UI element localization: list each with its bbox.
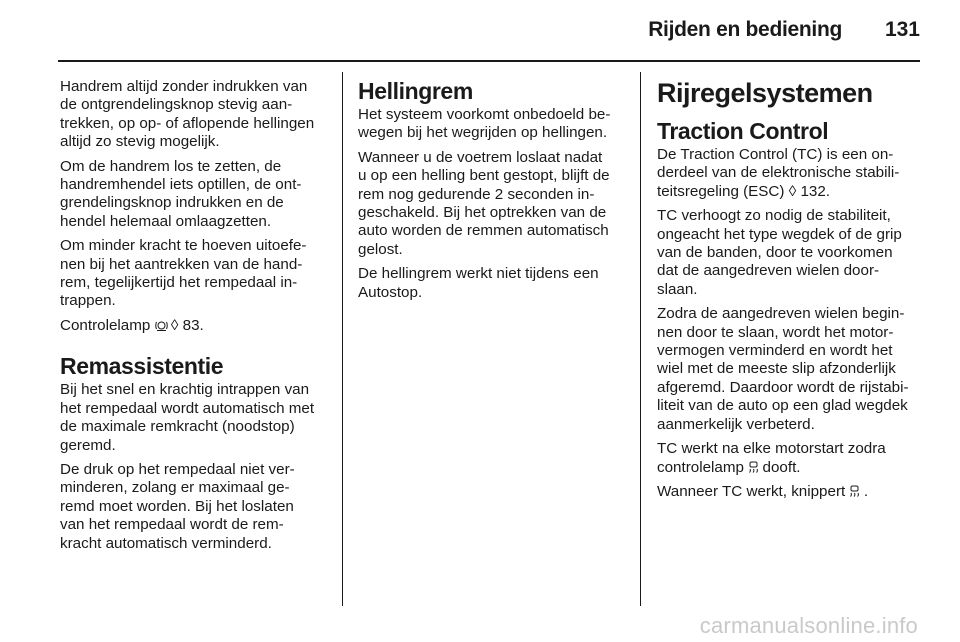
text-line: van het rempedaal wordt de rem- — [60, 516, 284, 534]
page-ref-icon[interactable]: ◊ — [788, 182, 797, 200]
text-line: Om de handrem los te zetten, de — [60, 157, 282, 175]
text-line: van de banden, door te voorkomen — [657, 244, 893, 262]
text-line: Autostop. — [358, 283, 423, 301]
paragraph-brake-assist-2 — [60, 461, 328, 553]
text-line: handremhendel iets optillen, de ont- — [60, 176, 302, 194]
text-line: rem nog gedurende 2 seconden in- — [358, 185, 595, 203]
traction-control-icon — [748, 461, 762, 475]
paragraph-hill-start-3 — [358, 265, 626, 302]
text-line: auto worden de remmen automatisch — [358, 222, 609, 240]
paragraph-tc-intro — [657, 146, 925, 201]
text-line: rem, tegelijkertijd het rempedaal in- — [60, 274, 298, 292]
text-line: wegen bij het wegrijden op hellingen. — [358, 124, 608, 142]
page-ref-link[interactable]: 83. — [182, 316, 204, 334]
tc-lamp-prefix: controlelamp — [657, 458, 744, 476]
text-line: minderen, zolang er maximaal ge- — [60, 479, 290, 497]
text-line: wiel met de meeste slip afzonderlijk — [657, 360, 896, 378]
text-line: geremd. — [60, 436, 116, 454]
traction-control-icon — [849, 485, 863, 499]
paragraph-hill-start-2 — [358, 149, 626, 259]
text-line: Het systeem voorkomt onbedoeld be- — [358, 106, 611, 123]
text-line: het rempedaal wordt automatisch met — [60, 399, 315, 417]
text-line: Zodra de aangedreven wielen begin- — [657, 305, 905, 323]
column-divider-2 — [640, 72, 641, 606]
text-line: de maximale remkracht (noodstop) — [60, 418, 295, 436]
text-line: TC verhoogt zo nodig de stabiliteit, — [657, 207, 891, 225]
paragraph-handbrake-force — [60, 237, 328, 311]
text-line: hendel helemaal omlaagzetten. — [60, 212, 272, 230]
text-line: aanmerkelijk verbeterd. — [657, 415, 815, 433]
page-number: 131 — [884, 18, 920, 41]
tc-flash-prefix: Wanneer TC werkt, knippert — [657, 482, 846, 500]
tc-lamp-suffix: dooft. — [762, 458, 801, 476]
text-line: Wanneer u de voetrem loslaat nadat — [358, 148, 603, 166]
text-line: liteit van de auto op een glad wegdek — [657, 397, 908, 415]
heading-driving-systems: Rijregelsystemen — [657, 78, 873, 108]
text-line: nen door te slaan, wordt het motor- — [657, 323, 894, 341]
text-line: altijd zo stevig mogelijk. — [60, 133, 220, 151]
lamp-label: Controlelamp — [60, 316, 151, 334]
paragraph-brake-assist-1 — [60, 381, 328, 455]
paragraph-tc-slip — [657, 305, 925, 434]
text-line: de ontgrendelingsknop stevig aan- — [60, 96, 293, 114]
page-ref-icon[interactable]: ◊ — [170, 316, 179, 334]
text-line: vermogen verminderd en wordt het — [657, 342, 893, 360]
text-line: Handrem altijd zonder indrukken van — [60, 78, 308, 95]
paragraph-handbrake-release — [60, 158, 328, 232]
page-header — [0, 0, 960, 62]
text-line: gelost. — [358, 240, 403, 258]
text-line: trappen. — [60, 292, 116, 310]
text-line: u op een helling bent gestopt, blijft de — [358, 167, 610, 185]
text-line: Om minder kracht te hoeven uitoefe- — [60, 237, 307, 255]
page-section-title: Rijden en bediening — [648, 18, 842, 41]
page-ref-link[interactable]: 132. — [800, 182, 831, 200]
paragraph-hill-start-1 — [358, 106, 626, 143]
text-line: grendelingsknop indrukken en de — [60, 194, 284, 212]
text-line: Bij het snel en krachtig intrappen van — [60, 381, 310, 399]
column-right — [657, 78, 925, 507]
text-line: De druk op het rempedaal niet ver- — [60, 460, 295, 478]
column-left — [60, 78, 328, 559]
text-line: De hellingrem werkt niet tijdens een — [358, 265, 599, 283]
text-line: afgeremd. Daardoor wordt de rijstabi- — [657, 378, 909, 396]
text-line: kracht automatisch verminderd. — [60, 534, 272, 552]
text-line: derdeel van de elektronische stabili- — [657, 164, 900, 182]
heading-hill-start-assist: Hellingrem — [358, 78, 473, 104]
tc-intro-last: teitsregeling (ESC) — [657, 182, 785, 200]
text-line: trekken, op op- of aflopende hellingen — [60, 114, 315, 132]
text-line: De Traction Control (TC) is een on- — [657, 146, 894, 163]
text-line: nen bij het aantrekken van de hand- — [60, 255, 303, 273]
watermark: carmanualsonline.info — [699, 613, 918, 638]
tc-lamp-line1: TC werkt na elke motorstart zodra — [657, 440, 886, 458]
paragraph-warning-lamp-ref — [60, 317, 328, 335]
text-line: remd moet worden. Bij het loslaten — [60, 497, 294, 515]
tc-intro-lines — [657, 146, 925, 183]
paragraph-tc-lamp-off — [657, 440, 925, 477]
heading-brake-assist: Remassistentie — [60, 353, 224, 380]
header-rule — [58, 60, 920, 62]
text-line: slaan. — [657, 280, 698, 298]
column-middle — [358, 78, 626, 308]
heading-traction-control: Traction Control — [657, 118, 829, 144]
paragraph-handbrake-apply — [60, 78, 328, 152]
tc-flash-suffix: . — [863, 482, 869, 500]
text-line: ongeacht het type wegdek of de grip — [657, 225, 902, 243]
paragraph-tc-stability — [657, 207, 925, 299]
column-divider-1 — [342, 72, 343, 606]
text-line: geschakeld. Bij het optrekken van de — [358, 204, 607, 222]
paragraph-tc-flashing — [657, 483, 925, 501]
text-line: dat de aangedreven wielen door- — [657, 262, 880, 280]
brake-lamp-icon — [155, 319, 171, 333]
